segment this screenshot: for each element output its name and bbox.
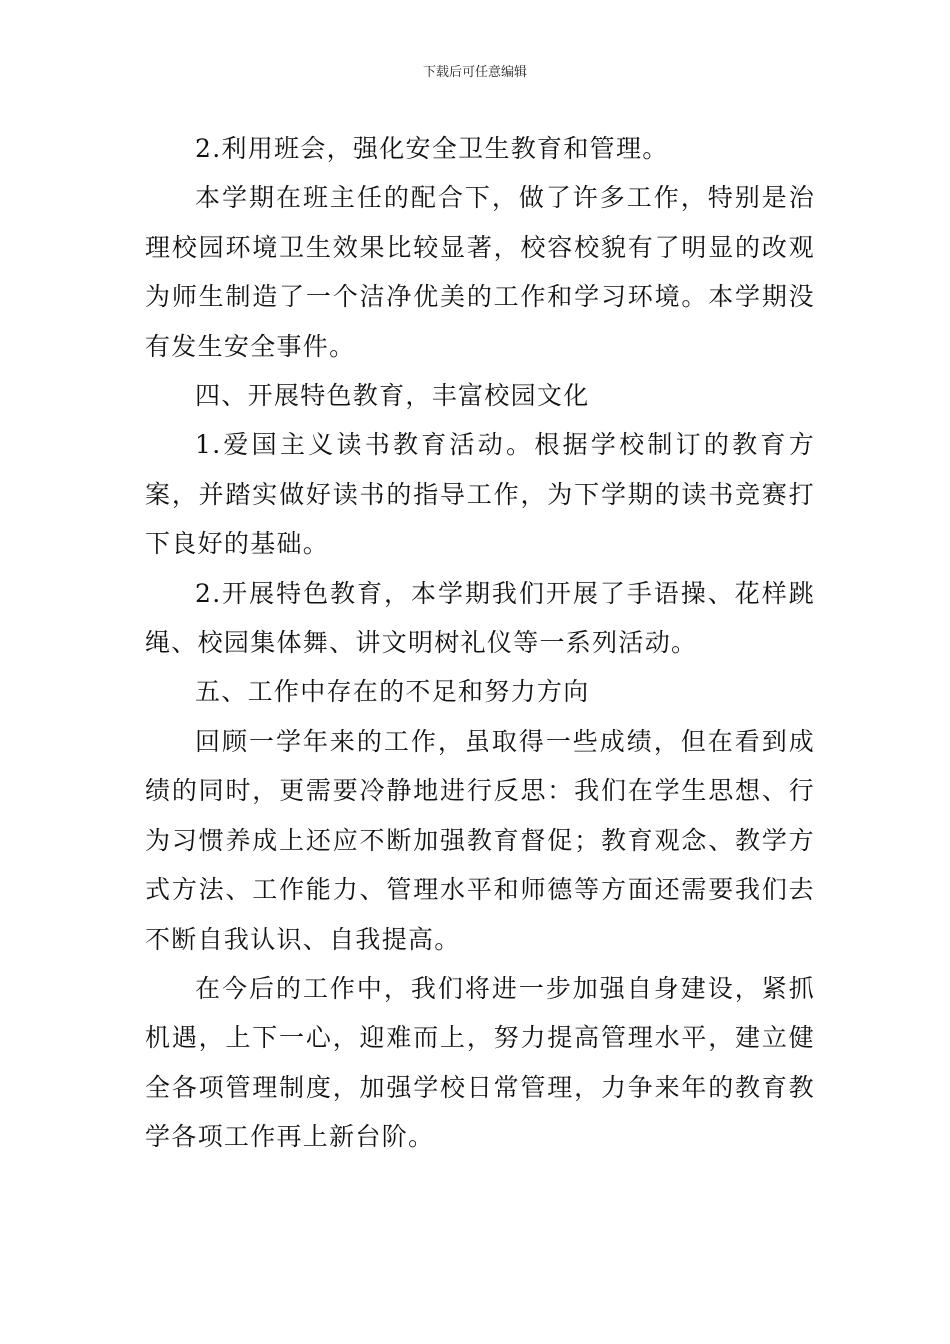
section-heading-special-education: 四、开展特色教育，丰富校园文化 xyxy=(195,381,590,411)
paragraph-campus-environment: 本学期在班主任的配合下，做了许多工作，特别是治理校园环境卫生效果比较显著，校容校貌有了明显的改观为师生制造了一个洁净优美的工作和学习环境。本学期没有发生安全事件。 xyxy=(145,183,815,361)
paragraph-reading-activity: 1.爱国主义读书教育活动。根据学校制订的教育方案，并踏实做好读书的指导工作，为下学期的读书竞赛打下良好的基础。 xyxy=(145,430,815,559)
paragraph-future-work: 在今后的工作中，我们将进一步加强自身建设，紧抓机遇，上下一心，迎难而上，努力提高管理水平，建立健全各项管理制度，加强学校日常管理，力争来年的教育教学各项工作再上新台阶。 xyxy=(145,973,815,1152)
paragraph-reflection: 回顾一学年来的工作，虽取得一些成绩，但在看到成绩的同时，更需要冷静地进行反思：我们在学生思想、行为习惯养成上还应不断加强教育督促；教育观念、教学方式方法、工作能力、管理水平和师德等方面还需要我们去不断自我认识、自我提高。 xyxy=(145,726,815,954)
document-body xyxy=(145,124,815,1162)
section-heading-shortcomings: 五、工作中存在的不足和努力方向 xyxy=(195,677,590,707)
paragraph-safety-class-meeting: 2.利用班会，强化安全卫生教育和管理。 xyxy=(195,134,669,163)
paragraph-special-activities: 2.开展特色教育，本学期我们开展了手语操、花样跳绳、校园集体舞、讲文明树礼仪等一系列活动。 xyxy=(145,578,815,658)
page-header-note: 下载后可任意编辑 xyxy=(422,65,527,80)
